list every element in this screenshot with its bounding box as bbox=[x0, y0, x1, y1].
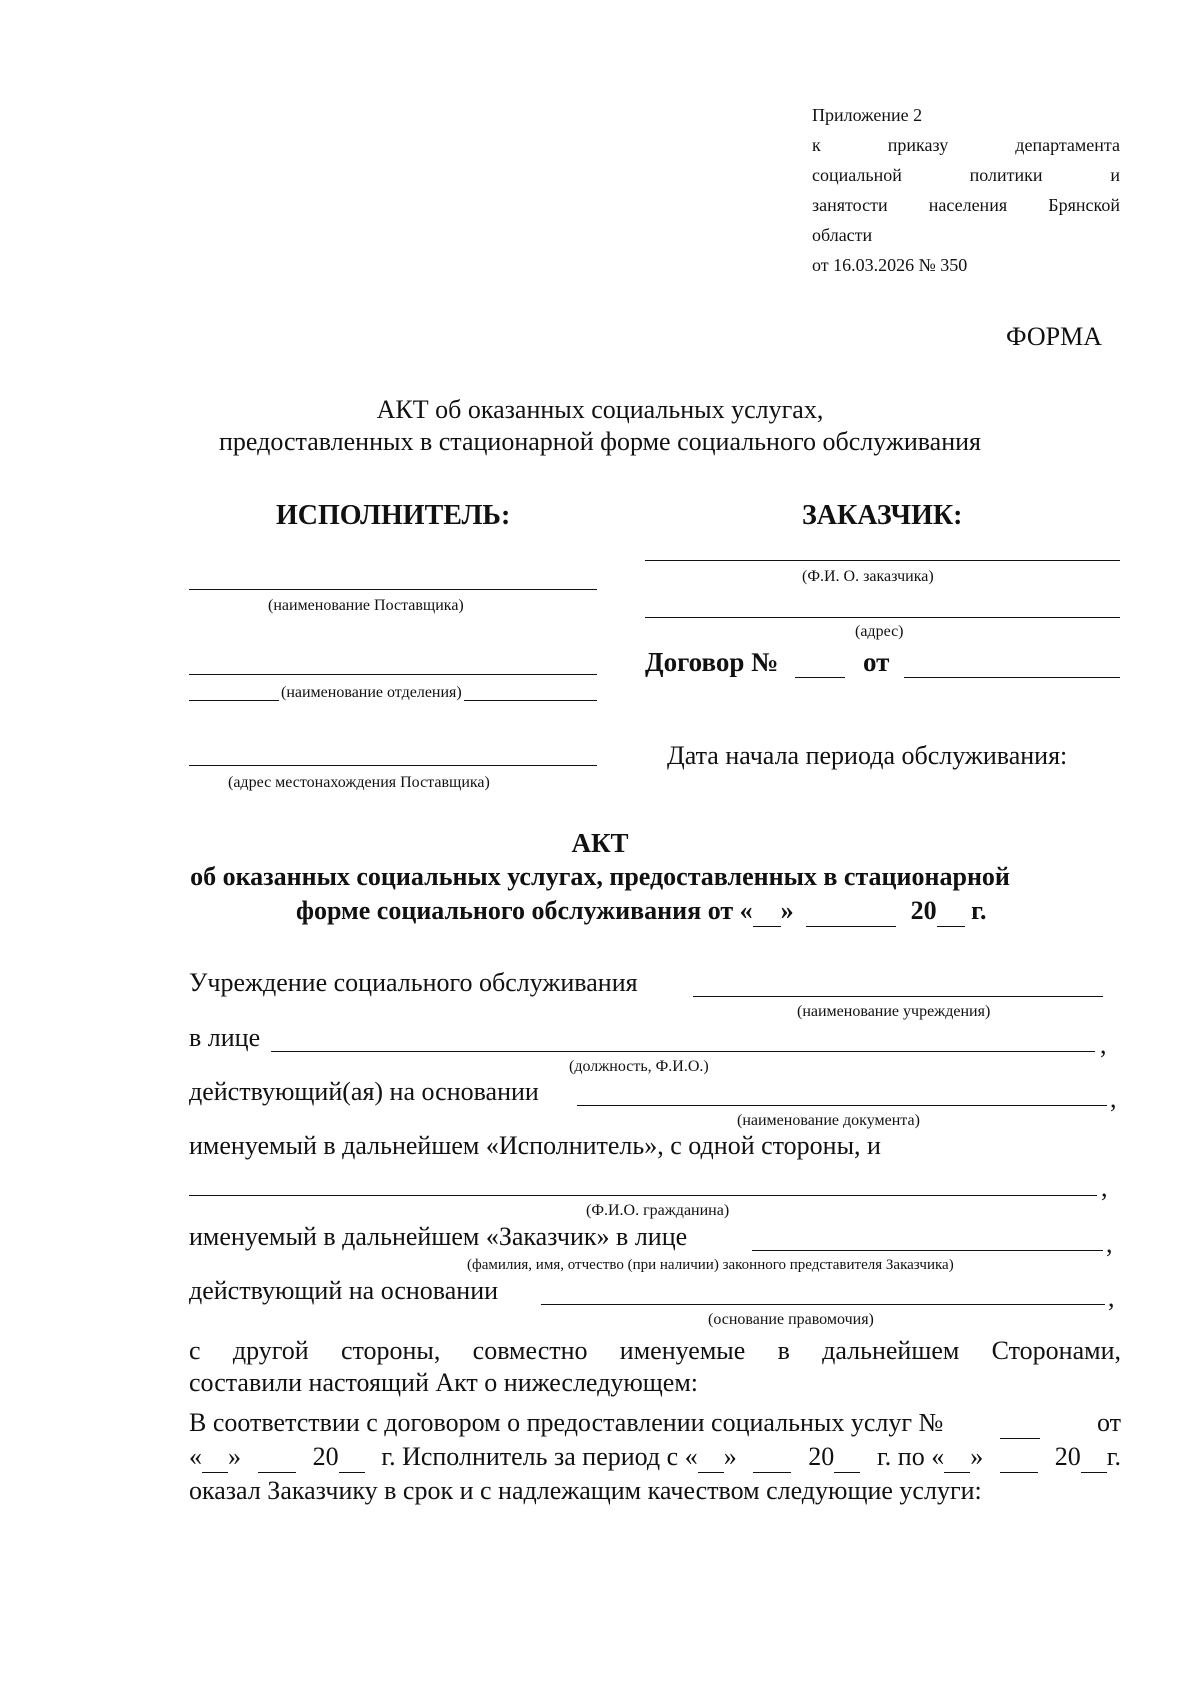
appendix-line-2: к приказу департамента bbox=[812, 135, 1120, 155]
authority-label: действующий на основании bbox=[189, 1276, 499, 1305]
closing-line-2: составили настоящий Акт о нижеследующем: bbox=[189, 1368, 699, 1397]
contract-number-line bbox=[795, 677, 845, 678]
citizen-caption: (Ф.И.О. гражданина) bbox=[586, 1202, 730, 1219]
act-title-line-2 bbox=[296, 896, 987, 927]
act-title-line-1: об оказанных социальных услугах, предоставленных в стационарной bbox=[190, 862, 1010, 891]
day-blank-1 bbox=[202, 1442, 228, 1473]
basis-label: действующий(ая) на основании bbox=[189, 1077, 539, 1106]
act-month-blank bbox=[806, 896, 896, 927]
contract-text: В соответствии с договором о предоставлении социальных услуг № bbox=[189, 1408, 944, 1437]
basis-comma: , bbox=[1110, 1084, 1117, 1113]
appendix-line-6: от 16.03.2026 № 350 bbox=[812, 255, 968, 275]
year-blank-1 bbox=[339, 1442, 365, 1473]
basis-line bbox=[577, 1105, 1107, 1106]
department-name-caption: (наименование отделения) bbox=[281, 684, 462, 701]
citizen-line bbox=[189, 1195, 1097, 1196]
period-to-text: г. по « bbox=[877, 1442, 945, 1471]
document-title-line-1: АКТ об оказанных социальных услугах, bbox=[376, 395, 824, 424]
appendix-line-1: Приложение 2 bbox=[812, 105, 923, 125]
supplier-name-line bbox=[189, 589, 597, 590]
day-blank-3 bbox=[944, 1442, 970, 1473]
customer-address-line bbox=[645, 617, 1120, 618]
contract-from-label: от bbox=[863, 647, 890, 677]
act-year-blank bbox=[937, 896, 965, 927]
representative-caption: (фамилия, имя, отчество (при наличии) законного представителя Заказчика) bbox=[467, 1257, 954, 1273]
customer-fio-line bbox=[645, 560, 1120, 561]
customer-address-caption: (адрес) bbox=[855, 623, 904, 640]
representative-line bbox=[752, 1250, 1103, 1251]
appendix-line-4: занятости населения Брянской bbox=[812, 195, 1120, 215]
appendix-line-5: области bbox=[812, 225, 873, 245]
year-prefix-3: 20 bbox=[1054, 1442, 1081, 1471]
institution-line bbox=[693, 996, 1103, 997]
year-prefix-1: 20 bbox=[312, 1442, 339, 1471]
person-comma: , bbox=[1100, 1030, 1107, 1059]
authority-line bbox=[541, 1304, 1105, 1305]
period-from-text: г. Исполнитель за период с « bbox=[381, 1442, 698, 1471]
closing-contract-from: от bbox=[1096, 1408, 1121, 1437]
act-date-prefix: форме социального обслуживания от « bbox=[296, 896, 753, 925]
year-blank-3 bbox=[1081, 1442, 1107, 1473]
closing-line-3 bbox=[189, 1408, 1121, 1439]
person-caption: (должность, Ф.И.О.) bbox=[569, 1058, 709, 1075]
closing-line-5: оказал Заказчику в срок и с надлежащим качеством следующие услуги: bbox=[189, 1476, 982, 1505]
supplier-address-line bbox=[189, 765, 597, 766]
quote-close-2: » bbox=[723, 1442, 737, 1471]
executor-heading: ИСПОЛНИТЕЛЬ: bbox=[276, 500, 511, 531]
authority-caption: (основание правомочия) bbox=[708, 1311, 874, 1328]
act-date-quote-close: » bbox=[780, 896, 794, 925]
customer-fio-caption: (Ф.И. О. заказчика) bbox=[802, 568, 934, 585]
document-title bbox=[0, 394, 1200, 458]
department-name-line bbox=[189, 674, 597, 675]
appendix-block bbox=[812, 100, 1120, 280]
quote-close-3: » bbox=[970, 1442, 984, 1471]
appendix-line-3: социальной политики и bbox=[812, 165, 1120, 185]
year-blank-2 bbox=[834, 1442, 860, 1473]
contract-date-line bbox=[904, 677, 1120, 678]
closing-contract-number-blank bbox=[1000, 1408, 1040, 1439]
institution-label: Учреждение социального обслуживания bbox=[189, 968, 638, 997]
person-line bbox=[271, 1051, 1095, 1052]
year-prefix-2: 20 bbox=[808, 1442, 835, 1471]
year-suffix-3: г. bbox=[1106, 1442, 1121, 1471]
service-start-label: Дата начала периода обслуживания: bbox=[667, 741, 1068, 770]
closing-line-4 bbox=[189, 1442, 1121, 1473]
act-year-prefix: 20 bbox=[910, 896, 937, 925]
quote-open-1: « bbox=[189, 1442, 202, 1471]
customer-heading: ЗАКАЗЧИК: bbox=[802, 500, 963, 531]
day-blank-2 bbox=[698, 1442, 724, 1473]
institution-caption: (наименование учреждения) bbox=[797, 1003, 991, 1020]
closing-line-1: с другой стороны, совместно именуемые в дальнейшем Сторонами, bbox=[189, 1336, 1121, 1365]
authority-comma: , bbox=[1108, 1283, 1115, 1312]
contract-number-label: Договор № bbox=[645, 647, 779, 677]
supplier-name-caption: (наименование Поставщика) bbox=[268, 597, 464, 614]
month-blank-2 bbox=[753, 1442, 791, 1473]
document-title-line-2: предоставленных в стационарной форме социального обслуживания bbox=[218, 427, 982, 456]
act-year-suffix: г. bbox=[971, 896, 987, 925]
quote-close-1: » bbox=[228, 1442, 241, 1471]
citizen-comma: , bbox=[1101, 1173, 1108, 1202]
basis-caption: (наименование документа) bbox=[737, 1112, 920, 1129]
supplier-address-caption: (адрес местонахождения Поставщика) bbox=[228, 774, 490, 791]
month-blank-3 bbox=[1000, 1442, 1038, 1473]
customer-named-label: именуемый в дальнейшем «Заказчик» в лице bbox=[189, 1222, 688, 1251]
act-heading: АКТ bbox=[571, 828, 629, 858]
act-day-blank bbox=[753, 896, 781, 927]
representative-comma: , bbox=[1106, 1229, 1113, 1258]
month-blank-1 bbox=[258, 1442, 296, 1473]
executor-named-text: именуемый в дальнейшем «Исполнитель», с одной стороны, и bbox=[189, 1131, 881, 1160]
form-label: ФОРМА bbox=[1006, 322, 1102, 351]
person-label: в лице bbox=[189, 1023, 261, 1052]
